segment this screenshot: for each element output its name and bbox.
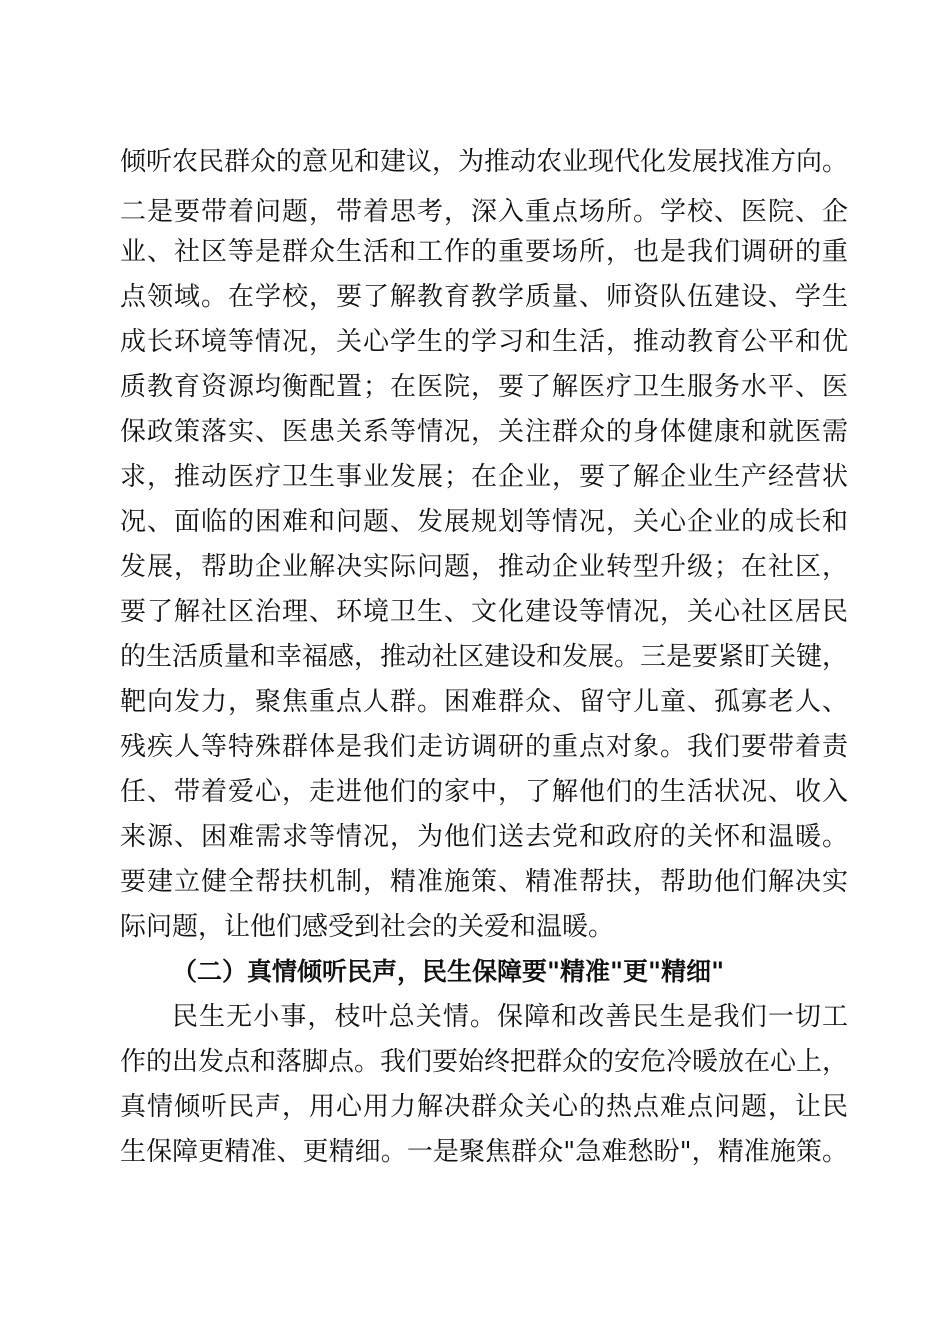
body-text-line: 倾听农民群众的意见和建议，为推动农业现代化发展找准方向。 — [120, 147, 849, 177]
body-text-line: 的生活质量和幸福感，推动社区建设和发展。三是要紧盯关键， — [120, 642, 849, 672]
body-text-line: 作的出发点和落脚点。我们要始终把群众的安危冷暖放在心上， — [120, 1047, 849, 1077]
body-text-line: 民生无小事，枝叶总关情。保障和改善民生是我们一切工 — [172, 1002, 848, 1032]
body-text-line: 发展，帮助企业解决实际问题，推动企业转型升级；在社区， — [120, 552, 848, 582]
body-text-line: 求，推动医疗卫生事业发展；在企业，要了解企业生产经营状 — [120, 462, 848, 492]
body-text-line: 生保障更精准、更精细。一是聚焦群众"急难愁盼"，精准施策。 — [120, 1137, 848, 1167]
body-text-line: 保政策落实、医患关系等情况，关注群众的身体健康和就医需 — [120, 417, 848, 447]
body-text-line: 任、带着爱心，走进他们的家中，了解他们的生活状况、收入 — [120, 777, 848, 807]
body-text-line: 业、社区等是群众生活和工作的重要场所，也是我们调研的重 — [120, 237, 848, 267]
body-text-line: 靶向发力，聚焦重点人群。困难群众、留守儿童、孤寡老人、 — [120, 687, 848, 717]
body-text-line: 真情倾听民声，用心用力解决群众关心的热点难点问题，让民 — [120, 1092, 848, 1122]
body-text-line: 况、面临的困难和问题、发展规划等情况，关心企业的成长和 — [120, 507, 848, 537]
body-text-line: 来源、困难需求等情况，为他们送去党和政府的关怀和温暖。 — [120, 822, 848, 852]
body-text-line: 质教育资源均衡配置；在医院，要了解医疗卫生服务水平、医 — [120, 372, 848, 402]
body-text-line: 际问题，让他们感受到社会的关爱和温暖。 — [120, 912, 615, 942]
section-heading: （二）真情倾听民声，民生保障要"精准"更"精细" — [172, 957, 725, 986]
body-text-line: 成长环境等情况，关心学生的学习和生活，推动教育公平和优 — [120, 327, 848, 357]
body-text-line: 残疾人等特殊群体是我们走访调研的重点对象。我们要带着责 — [120, 732, 848, 762]
body-text-line: 要了解社区治理、环境卫生、文化建设等情况，关心社区居民 — [120, 597, 848, 627]
body-text-line: 二是要带着问题，带着思考，深入重点场所。学校、医院、企 — [120, 197, 848, 227]
body-text-line: 要建立健全帮扶机制，精准施策、精准帮扶，帮助他们解决实 — [120, 867, 848, 897]
body-text-line: 点领域。在学校，要了解教育教学质量、师资队伍建设、学生 — [120, 282, 848, 312]
